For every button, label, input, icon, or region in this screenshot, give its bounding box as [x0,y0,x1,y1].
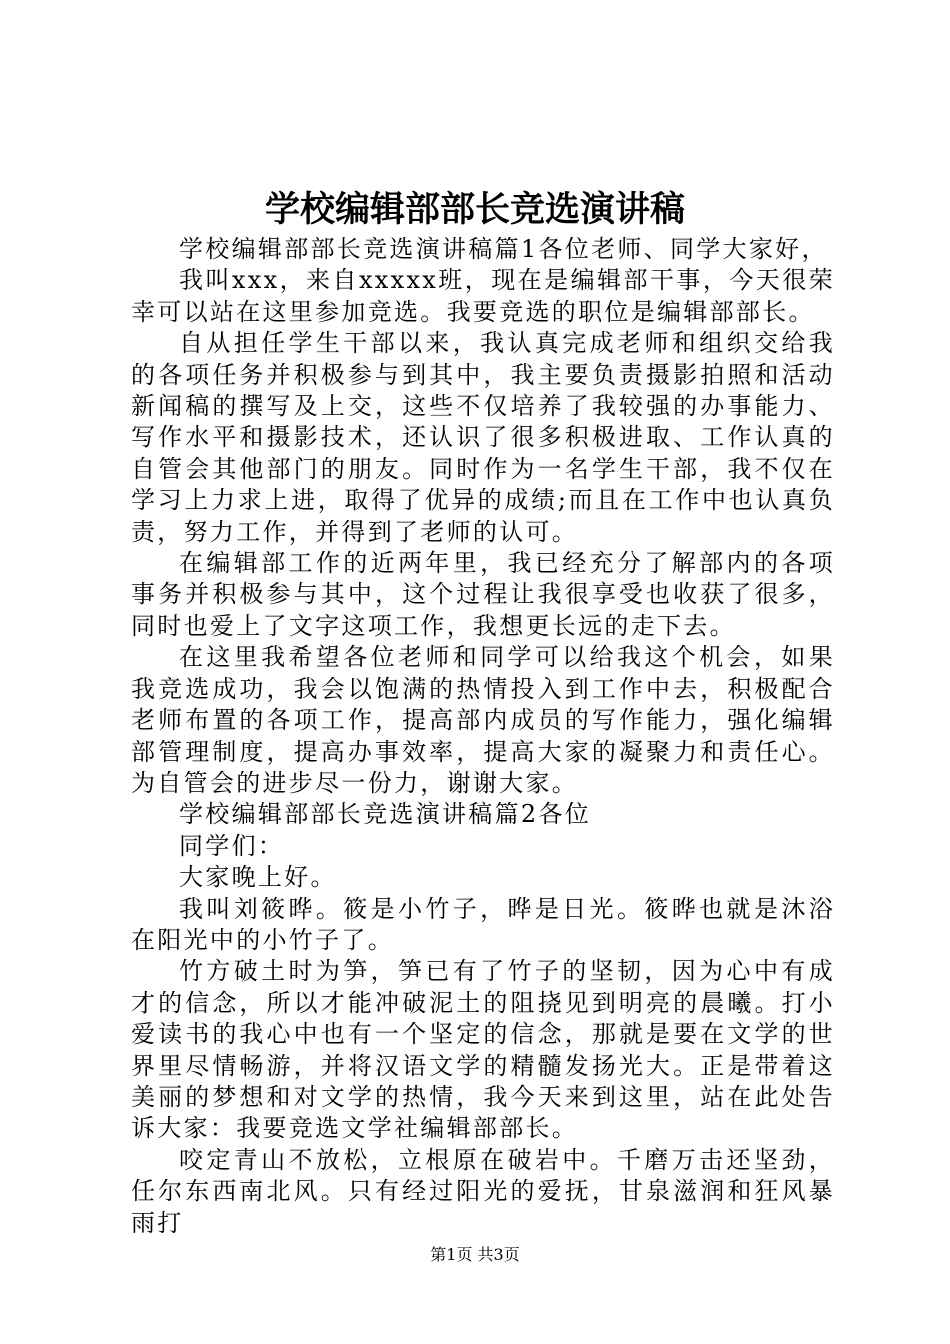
document-title: 学校编辑部部长竞选演讲稿 [264,189,685,230]
document-body [131,234,835,1239]
paragraph: 学校编辑部部长竞选演讲稿篇1各位老师、同学大家好， [179,235,828,263]
paragraph: 在编辑部工作的近两年里，我已经充分了解部内的各项事务并积极参与其中，这个过程让我很享受也收获了很多，同时也爱上了文字这项工作，我想更长远的走下去。 [131,549,835,640]
paragraph: 在这里我希望各位老师和同学可以给我这个机会，如果我竞选成功，我会以饱满的热情投入到工作中去，积极配合老师布置的各项工作，提高部内成员的写作能力，强化编辑部管理制度，提高办事效率，提高大家的凝聚力和责任心。为自管会的进步尽一份力，谢谢大家。 [131,643,835,797]
paragraph: 学校编辑部部长竞选演讲稿篇2各位 [179,800,592,829]
page-footer: 第1页 共3页 [430,1245,520,1264]
paragraph: 竹方破土时为笋，笋已有了竹子的坚韧，因为心中有成才的信念，所以才能冲破泥土的阻挠见到明亮的晨曦。打小爱读书的我心中也有一个坚定的信念，那就是要在文学的世界里尽情畅游，并将汉语文学的精髓发扬光大。正是带着这美丽的梦想和对文学的热情，我今天来到这里，站在此处告诉大家：我要竞选文学社编辑部部长。 [131,957,835,1143]
paragraph: 自从担任学生干部以来，我认真完成老师和组织交给我的各项任务并积极参与到其中，我主要负责摄影拍照和活动新闻稿的撰写及上交，这些不仅培养了我较强的办事能力、写作水平和摄影技术，还认识了很多积极进取、工作认真的自管会其他部门的朋友。同时作为一名学生干部，我不仅在学习上力求上进，取得了优异的成绩;而且在工作中也认真负责，努力工作，并得到了老师的认可。 [131,329,835,546]
paragraph: 大家晚上好。 [179,863,337,892]
paragraph: 咬定青山不放松，立根原在破岩中。千磨万击还坚劲，任尔东西南北风。只有经过阳光的爱抚，甘泉滋润和狂风暴雨打 [131,1145,835,1237]
paragraph: 我叫刘筱晔。筱是小竹子，晔是日光。筱晔也就是沐浴在阳光中的小竹子了。 [131,894,835,954]
paragraph: 同学们： [179,831,285,860]
paragraph: 我叫xxx，来自xxxxx班，现在是编辑部干事，今天很荣幸可以站在这里参加竞选。我要竞选的职位是编辑部部长。 [131,266,835,326]
